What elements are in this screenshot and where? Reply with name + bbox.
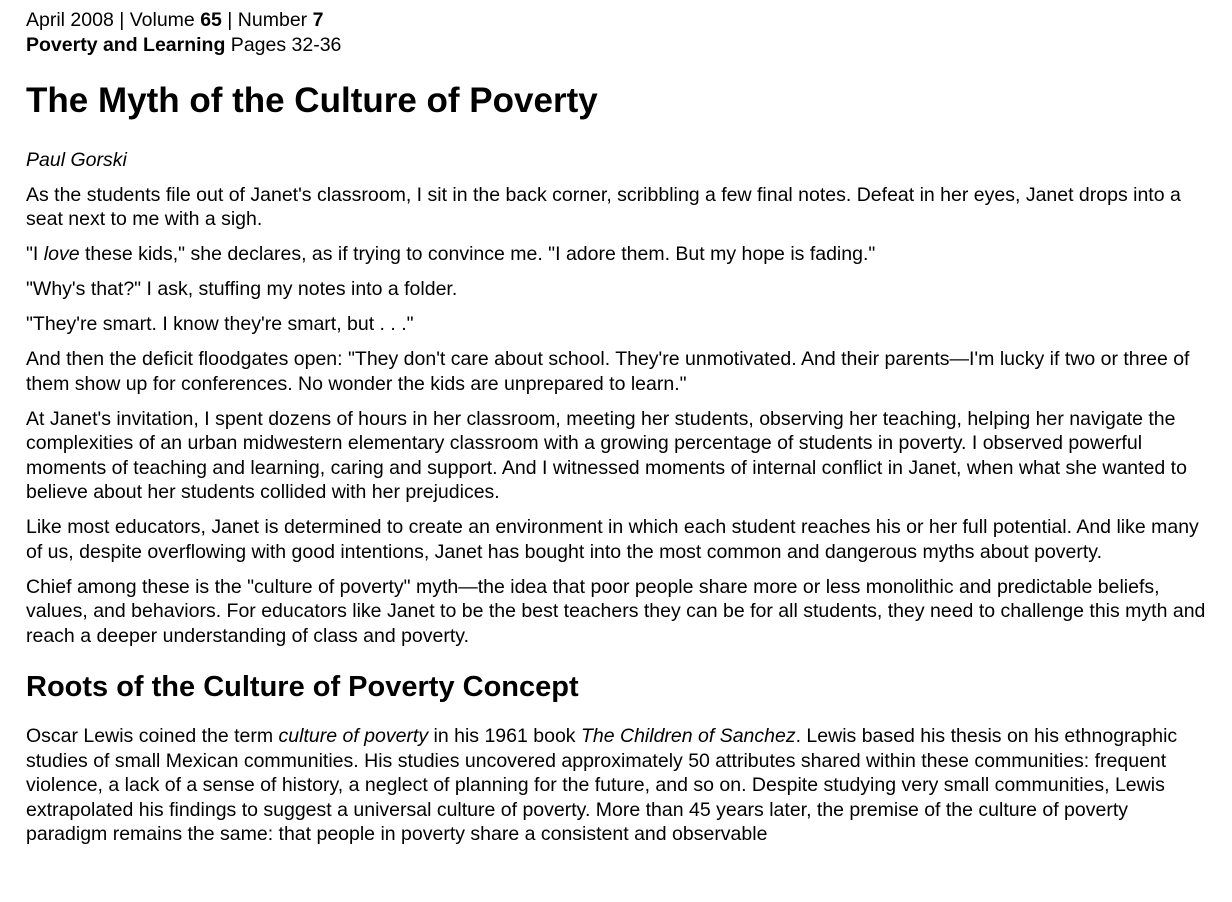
number-label: Number xyxy=(237,9,313,31)
section-heading: Roots of the Culture of Poverty Concept xyxy=(26,671,579,703)
paragraph-9-text-b: in his 1961 book xyxy=(428,725,581,747)
paragraph-9-emphasis-term: culture of poverty xyxy=(278,725,429,747)
issue-number: 7 xyxy=(312,9,324,31)
paragraph-2-text-b: these kids," she declares, as if trying to convince me. "I adore them. But my hope is fading." xyxy=(79,243,876,265)
article-author: Paul Gorski xyxy=(26,149,127,171)
issue-theme-line xyxy=(26,33,1206,58)
separator: | xyxy=(113,9,130,31)
volume-label: Volume xyxy=(129,9,201,31)
paragraph-6: At Janet's invitation, I spent dozens of hours in her classroom, meeting her students, observing her teaching, helping her navigate the complexities of an urban midwestern elementary classroom with a growing percentage of students in poverty. I observed powerful moments of teaching and learning, caring and support. And I witnessed moments of internal conflict in Janet, when what she wanted to believe about her students collided with her prejudices. xyxy=(26,407,1187,503)
page-range: Pages 32-36 xyxy=(225,34,342,56)
article-title: The Myth of the Culture of Poverty xyxy=(26,81,598,120)
paragraph-9-book-title: The Children of Sanchez xyxy=(580,725,796,747)
issue-info-line xyxy=(26,8,1206,33)
paragraph-2-emphasis: love xyxy=(43,243,80,265)
issue-date: April 2008 xyxy=(26,9,114,31)
issue-theme: Poverty and Learning xyxy=(26,34,226,56)
paragraph-8: Chief among these is the "culture of poverty" myth—the idea that poor people share more or less monolithic and predictable beliefs, values, and behaviors. For educators like Janet to be the best teachers they can be for all students, they need to challenge this myth and reach a deeper understanding of class and poverty. xyxy=(26,575,1206,647)
paragraph-7: Like most educators, Janet is determined to create an environment in which each student reaches his or her full potential. And like many of us, despite overflowing with good intentions, Janet has bought into the most common and dangerous myths about poverty. xyxy=(26,516,1199,563)
paragraph-4: "They're smart. I know they're smart, but . . ." xyxy=(26,313,414,335)
paragraph-2 xyxy=(26,242,1206,267)
volume-number: 65 xyxy=(200,9,222,31)
paragraph-3: "Why's that?" I ask, stuffing my notes into a folder. xyxy=(26,278,458,300)
paragraph-9 xyxy=(26,724,1206,847)
paragraph-5: And then the deficit floodgates open: "They don't care about school. They're unmotivated. And their parents—I'm lucky if two or three of them show up for conferences. No wonder the kids are unprepared to learn." xyxy=(26,348,1190,395)
separator: | xyxy=(221,9,238,31)
paragraph-9-text-c: . Lewis based his thesis on his ethnographic studies of small Mexican communities. His studies uncovered approximately 50 attributes shared within these communities: frequent violence, a lack of a sense of history, a neglect of planning for the future, and so on. Despite studying very small communities, Lewis extrapolated his findings to suggest a universal culture of poverty. More than 45 years later, the premise of the culture of poverty paradigm remains the same: that people in poverty share a consistent and observable xyxy=(26,725,1178,845)
paragraph-2-text-a: "I xyxy=(26,243,44,265)
paragraph-1: As the students file out of Janet's classroom, I sit in the back corner, scribbling a few final notes. Defeat in her eyes, Janet drops into a seat next to me with a sigh. xyxy=(26,183,1181,230)
paragraph-9-text-a: Oscar Lewis coined the term xyxy=(26,725,279,747)
